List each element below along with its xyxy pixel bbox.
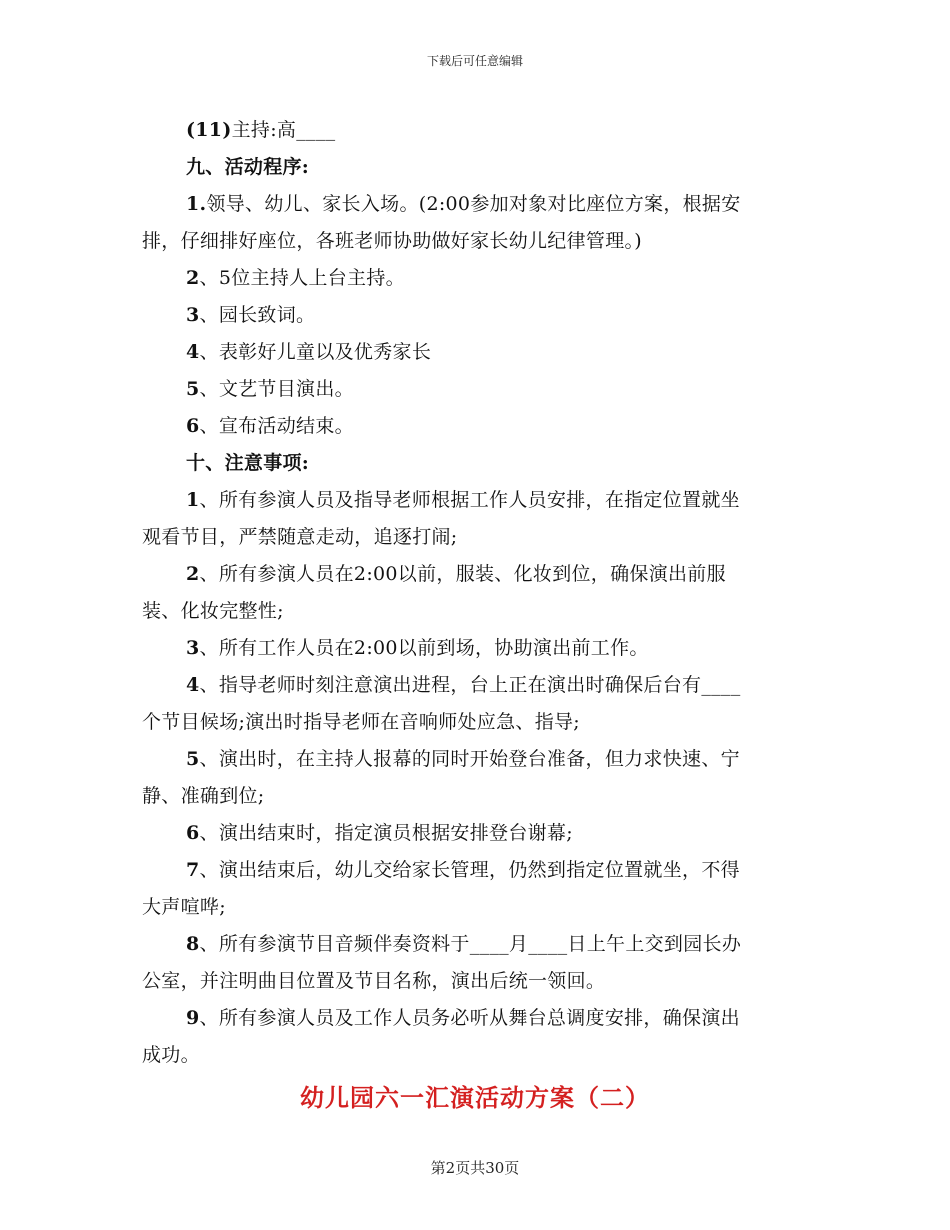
notes-item-7: 7、演出结束后，幼儿交给家长管理，仍然到指定位置就坐，不得 大声喧哗; bbox=[142, 859, 740, 918]
page-footer: 第2页共30页 bbox=[430, 1159, 520, 1177]
notes-item-4: 4、指导老师时刻注意演出进程，台上正在演出时确保后台有____ 个节目候场;演出时指导老师在音响师处应急、指导; bbox=[142, 674, 741, 733]
document-body bbox=[142, 112, 812, 1074]
notes-item-2: 2、所有参演人员在2:00以前，服装、化妆到位，确保演出前服 装、化妆完整性; bbox=[142, 563, 726, 622]
procedure-item-4: 4、表彰好儿童以及优秀家长 bbox=[186, 341, 432, 363]
procedure-item-5: 5、文艺节目演出。 bbox=[186, 378, 354, 400]
notes-item-6: 6、演出结束时，指定演员根据安排登台谢幕; bbox=[186, 822, 573, 844]
notes-item-1: 1、所有参演人员及指导老师根据工作人员安排，在指定位置就坐 观看节目，严禁随意走动，追逐打闹; bbox=[142, 489, 740, 548]
section-heading-procedure: 九、活动程序: bbox=[186, 156, 310, 178]
procedure-item-6: 6、宣布活动结束。 bbox=[186, 415, 354, 437]
section-title: 幼儿园六一汇演活动方案（二） bbox=[300, 1083, 650, 1112]
page-header: 下载后可任意编辑 bbox=[426, 54, 523, 68]
procedure-item-3: 3、园长致词。 bbox=[186, 304, 316, 326]
notes-item-8: 8、所有参演节目音频伴奏资料于____月____日上午上交到园长办 公室，并注明曲目位置及节目名称，演出后统一领回。 bbox=[142, 933, 742, 992]
host-line bbox=[142, 112, 812, 149]
item-text: 主持:高____ bbox=[231, 119, 336, 141]
item-number: (11) bbox=[186, 119, 232, 141]
procedure-item-1: 1.领导、幼儿、家长入场。(2:00参加对象对比座位方案，根据安 排，仔细排好座位，各班老师协助做好家长幼儿纪律管理。) bbox=[142, 193, 741, 252]
notes-item-5: 5、演出时，在主持人报幕的同时开始登台准备，但力求快速、宁 静、准确到位; bbox=[142, 748, 740, 807]
notes-item-9: 9、所有参演人员及工作人员务必听从舞台总调度安排，确保演出 成功。 bbox=[142, 1007, 740, 1066]
notes-item-3: 3、所有工作人员在2:00以前到场，协助演出前工作。 bbox=[186, 637, 649, 659]
section-heading-notes: 十、注意事项: bbox=[186, 452, 310, 474]
procedure-item-2: 2、5位主持人上台主持。 bbox=[186, 267, 405, 289]
